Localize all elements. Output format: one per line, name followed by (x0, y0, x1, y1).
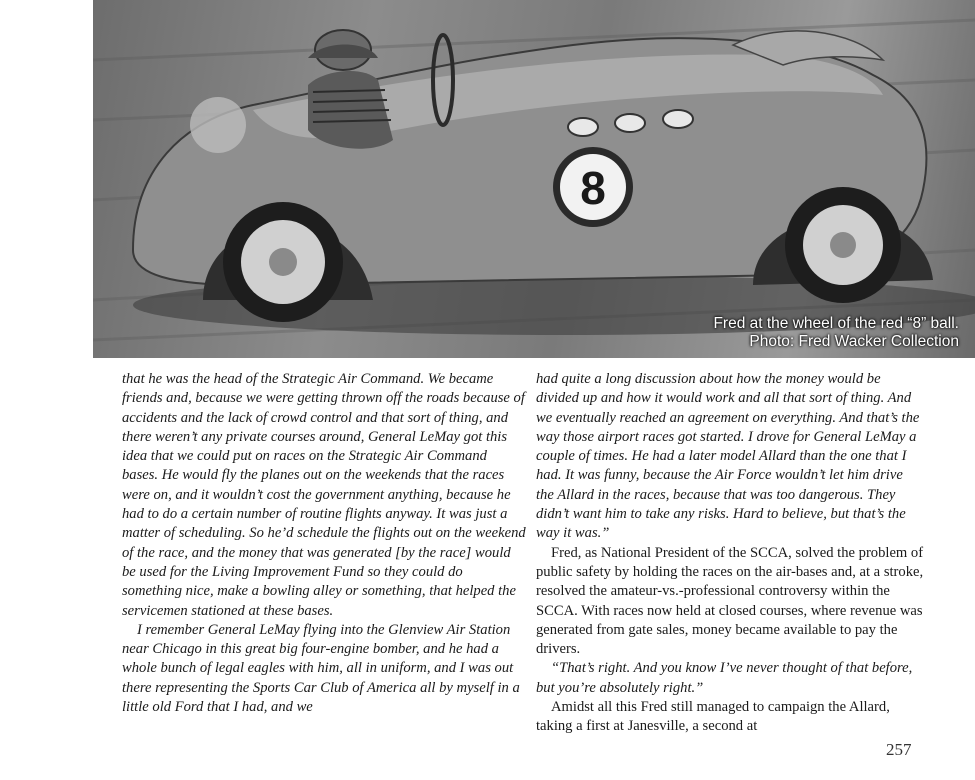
page-number: 257 (886, 740, 912, 759)
car-number: 8 (580, 162, 606, 214)
paragraph: that he was the head of the Strategic Air Command. We became friends and, because we were getting thrown off the roads because of accidents and the lack of crowd control and that sort of thing, and there weren’t any private courses around, General LeMay got this idea that we could put on races on the Strategic Air Command bases. He would fly the planes out on the weekends that the races were on, and it wouldn’t cost the government anything, because he had to do a certain number of routine flights anyway. It was just a matter of scheduling. So he’d schedule the flights out on the weekend of the race, and the money that was generated [by the race] would be used for the Living Improvement Fund so they could do something nice, make a bowling alley or something, that helped the servicemen stationed at these bases. (122, 371, 526, 619)
race-car-illustration (93, 0, 975, 358)
photo-caption (713, 315, 959, 351)
paragraph: Amidst all this Fred still managed to campaign the Allard, taking a first at Janesville, a second at (536, 699, 890, 735)
paragraph: had quite a long discussion about how the money would be divided up and how it would work and all that sort of thing. And we eventually reached an agreement on everything. And that’s the way those airport races got started. I drove for General LeMay a couple of times. He had a later model Allard than the one that I had. It was funny, because the Air Force wouldn’t let him drive the Allard in the races, because that was too dangerous. They didn’t want him to take any risks. Hard to believe, but that’s the way it was.” (536, 371, 920, 542)
race-car-photo (93, 0, 975, 358)
caption-line: Fred at the wheel of the red “8” ball. (713, 315, 959, 332)
paragraph: I remember General LeMay flying into the Glenview Air Station near Chicago in this great big four-engine bomber, and he had a whole bunch of legal eagles with him, all in uniform, and I was out there representing the Sports Car Club of America all by myself in a little old Ford that I had, and we (122, 621, 520, 716)
paragraph: Fred, as National President of the SCCA, solved the problem of public safety by holding the races on the air-bases and, at a stroke, resolved the amateur-vs.-professional controversy within the SCCA. With races now held at closed courses, where revenue was generated from gate sales, money became available to pay the drivers. (536, 544, 924, 658)
right-text-column (536, 370, 924, 737)
paragraph: “That’s right. And you know I’ve never thought of that before, but you’re absolutely right.” (536, 660, 913, 696)
photo-credit: Photo: Fred Wacker Collection (749, 333, 959, 350)
left-text-column (122, 370, 526, 717)
